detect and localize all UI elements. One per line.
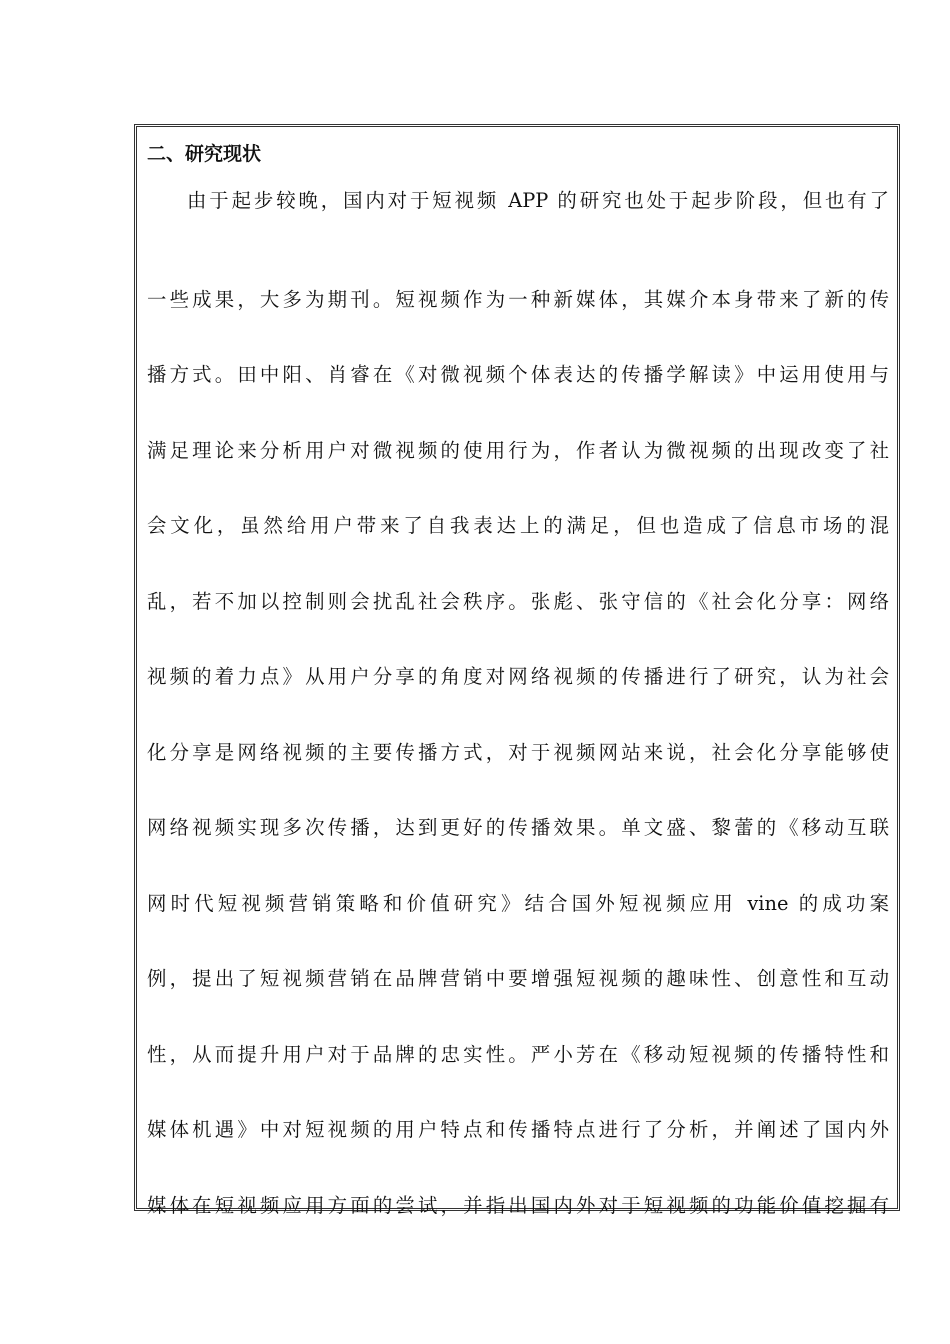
body-paragraph — [147, 186, 889, 1243]
paragraph-line: 性，从而提升用户对于品牌的忠实性。严小芳在《移动短视频的传播特性和 — [147, 1042, 889, 1066]
paragraph-line: 媒体机遇》中对短视频的用户特点和传播特点进行了分析，并阐述了国内外 — [147, 1118, 889, 1141]
paragraph-line: 视频的着力点》从用户分享的角度对网络视频的传播进行了研究，认为社会 — [147, 665, 889, 688]
paragraph-line: 满足理论来分析用户对微视频的使用行为，作者认为微视频的出现改变了社 — [147, 438, 889, 462]
paragraph-line: 网络视频实现多次传播，达到更好的传播效果。单文盛、黎蕾的《移动互联 — [147, 816, 889, 839]
paragraph-line: 乱，若不加以控制则会扰乱社会秩序。张彪、张守信的《社会化分享：网络 — [147, 589, 889, 613]
paragraph-line: 网时代短视频营销策略和价值研究》结合国外短视频应用 vine 的成功案 — [147, 891, 889, 915]
paragraph-line: 播方式。田中阳、肖睿在《对微视频个体表达的传播学解读》中运用使用与 — [147, 363, 889, 386]
paragraph-line: 由于起步较晚，国内对于短视频 APP 的研究也处于起步阶段，但也有了 — [187, 189, 889, 212]
section-content — [147, 139, 889, 1243]
paragraph-line: 一些成果，大多为期刊。短视频作为一种新媒体，其媒介本身带来了新的传 — [147, 287, 889, 311]
paragraph-line: 化分享是网络视频的主要传播方式，对于视频网站来说，社会化分享能够使 — [147, 740, 889, 764]
section-heading: 二、研究现状 — [147, 143, 262, 165]
paragraph-line: 媒体在短视频应用方面的尝试，并指出国内外对于短视频的功能价值挖掘有 — [147, 1193, 889, 1217]
paragraph-line: 会文化，虽然给用户带来了自我表达上的满足，但也造成了信息市场的混 — [147, 514, 889, 537]
paragraph-line: 例，提出了短视频营销在品牌营销中要增强短视频的趣味性、创意性和互动 — [147, 967, 889, 990]
table-cell-frame — [134, 124, 900, 1217]
